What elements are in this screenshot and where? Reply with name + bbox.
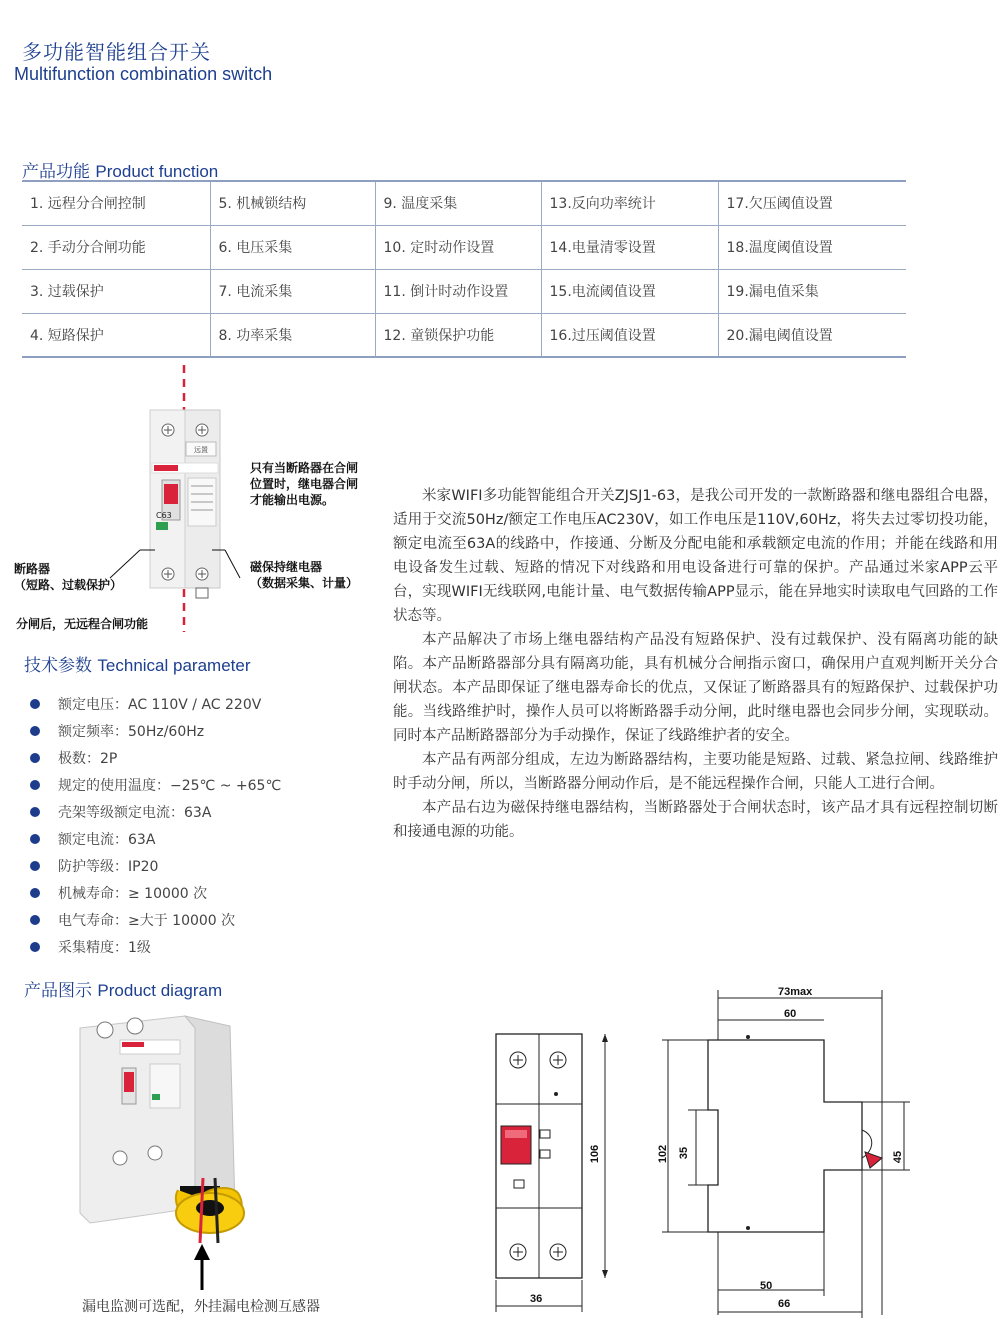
bullet-icon	[30, 834, 40, 844]
function-table-cell: 17.欠压阈值设置	[718, 181, 906, 225]
breaker-annotation-line: 断路器	[14, 562, 51, 576]
tech-heading-en: Technical parameter	[97, 656, 251, 675]
function-table-cell: 11. 倒计时动作设置	[375, 269, 541, 313]
side-top-inner-dimension: 60	[784, 1008, 797, 1020]
side-bottom-total-dimension: 66	[778, 1298, 791, 1310]
function-table-cell: 15.电流阈值设置	[541, 269, 718, 313]
parameter-text: 规定的使用温度：−25℃ ~ +65℃	[58, 777, 282, 794]
front-height-dimension: 106	[589, 1144, 602, 1164]
bullet-icon	[30, 888, 40, 898]
function-table-cell: 14.电量清零设置	[541, 225, 718, 269]
parameter-item	[24, 717, 281, 744]
right-annotation	[250, 460, 358, 508]
parameter-item	[24, 690, 281, 717]
function-table-cell: 2. 手动分合闸功能	[22, 225, 210, 269]
parameter-item	[24, 933, 281, 960]
parameter-item	[24, 852, 281, 879]
open-annotation: 分闸后，无远程合闸功能	[16, 617, 149, 631]
bullet-icon	[30, 726, 40, 736]
side-bottom-inner-dimension: 50	[760, 1280, 773, 1292]
function-table-cell: 6. 电压采集	[210, 225, 375, 269]
device-top-label: 远置	[194, 446, 208, 454]
function-table	[22, 180, 906, 358]
bullet-icon	[30, 915, 40, 925]
side-right-dimension: 45	[892, 1150, 905, 1164]
function-table-row	[22, 181, 906, 225]
parameter-item	[24, 825, 281, 852]
tech-parameter-list	[24, 690, 281, 960]
function-heading-en: Product function	[95, 162, 219, 181]
bullet-icon	[30, 780, 40, 790]
function-table-cell: 7. 电流采集	[210, 269, 375, 313]
side-height-dimension: 102	[657, 1144, 670, 1164]
function-table-cell: 12. 童锁保护功能	[375, 313, 541, 357]
description-paragraph: 本产品解决了市场上继电器结构产品没有短路保护、没有过载保护、没有隔离功能的缺陷。本产品断路器部分具有隔离功能，具有机械分合闸指示窗口，确保用户直观判断开关分合闸状态。本产品即保证了继电器寿命长的优点，又保证了断路器具有的短路保护、过载保护功能。当线路维护时，操作人员可以将断路器手动分闸，此时继电器也会同步分闸，实现联动。同时本产品断路器部分为手动操作，保证了线路维护者的安全。	[393, 632, 998, 744]
parameter-item	[24, 906, 281, 933]
function-table-row	[22, 225, 906, 269]
breaker-annotation	[14, 561, 122, 593]
function-heading	[22, 157, 218, 182]
function-table-cell: 16.过压阈值设置	[541, 313, 718, 357]
device-rating-label: C63	[156, 511, 172, 520]
function-table-cell: 18.温度阈值设置	[718, 225, 906, 269]
right-annotation-line: 只有当断路器在合闸	[250, 461, 359, 475]
page-title-en: Multifunction combination switch	[14, 64, 273, 84]
parameter-text: 采集精度：1级	[58, 939, 151, 956]
side-top-total-dimension: 73max	[778, 986, 813, 998]
function-table-cell: 1. 远程分合闸控制	[22, 181, 210, 225]
parameter-item	[24, 771, 281, 798]
parameter-text: 防护等级：IP20	[58, 858, 159, 875]
right-annotation-line: 位置时，继电器合闸	[250, 477, 359, 491]
bullet-icon	[30, 942, 40, 952]
relay-annotation	[250, 559, 358, 591]
side-rail-dimension: 35	[678, 1146, 691, 1160]
parameter-item	[24, 744, 281, 771]
function-table-cell: 20.漏电阈值设置	[718, 313, 906, 357]
function-table-cell: 3. 过载保护	[22, 269, 210, 313]
side-view-drawing	[660, 980, 910, 1320]
parameter-item	[24, 798, 281, 825]
bullet-icon	[30, 699, 40, 709]
right-annotation-line: 才能输出电源。	[250, 493, 335, 507]
function-table-cell: 13.反向功率统计	[541, 181, 718, 225]
function-heading-cn: 产品功能	[22, 162, 90, 182]
description-paragraph: 本产品有两部分组成，左边为断路器结构，主要功能是短路、过载、紧急拉闸、线路维护时手动分闸，所以，当断路器分闸动作后，是不能远程操作合闸，只能人工进行合闸。	[393, 752, 998, 792]
parameter-text: 额定电压：AC 110V / AC 220V	[58, 696, 262, 713]
diagram-heading-en: Product diagram	[97, 981, 223, 1000]
diagram-heading-cn: 产品图示	[24, 981, 92, 1001]
product-3d-illustration	[60, 1008, 300, 1298]
tech-heading-cn: 技术参数	[24, 656, 92, 676]
bullet-icon	[30, 807, 40, 817]
parameter-text: 额定频率：50Hz/60Hz	[58, 723, 205, 740]
bullet-icon	[30, 753, 40, 763]
front-view-drawing	[490, 1028, 620, 1318]
diagram-caption: 漏电监测可选配，外挂漏电检测互感器	[82, 1299, 320, 1315]
parameter-text: 极数：2P	[58, 750, 118, 767]
relay-annotation-line: 磁保持继电器	[250, 560, 323, 574]
breaker-annotation-line: （短路、过载保护）	[14, 578, 123, 592]
diagram-heading	[24, 976, 222, 1001]
parameter-item	[24, 879, 281, 906]
description-paragraph: 米家WIFI多功能智能组合开关ZJSJ1-63，是我公司开发的一款断路器和继电器组合电器，适用于交流50Hz/额定工作电压AC230V，如工作电压是110V,60Hz，将失去过零切投功能，额定电流至63A的线路中，作接通、分断及分配电能和承载额定电流的作用；并能在线路和用电设备发生过载、短路的情况下对线路和用电设备进行可靠的保护。产品通过米家APP云平台，实现WIFI无线联网,电能计量、电气数据传输APP显示，能在异地实时读取电气回路的工作状态等。	[393, 488, 998, 624]
product-description	[393, 484, 998, 844]
function-table-cell: 4. 短路保护	[22, 313, 210, 357]
function-table-cell: 10. 定时动作设置	[375, 225, 541, 269]
relay-annotation-line: （数据采集、计量）	[250, 576, 359, 590]
function-table-cell: 8. 功率采集	[210, 313, 375, 357]
page-title-cn: 多功能智能组合开关	[22, 40, 211, 64]
front-width-dimension: 36	[530, 1293, 543, 1305]
parameter-text: 壳架等级额定电流：63A	[58, 804, 212, 821]
function-table-cell: 19.漏电值采集	[718, 269, 906, 313]
tech-heading	[24, 651, 250, 676]
parameter-text: 电气寿命：≥大于 10000 次	[58, 912, 236, 929]
function-table-cell: 9. 温度采集	[375, 181, 541, 225]
function-table-cell: 5. 机械锁结构	[210, 181, 375, 225]
description-paragraph: 本产品右边为磁保持继电器结构，当断路器处于合闸状态时，该产品才具有远程控制切断和接通电源的功能。	[393, 800, 998, 840]
bullet-icon	[30, 861, 40, 871]
parameter-text: 机械寿命：≥ 10000 次	[58, 885, 208, 902]
parameter-text: 额定电流：63A	[58, 831, 156, 848]
function-table-row	[22, 269, 906, 313]
function-table-row	[22, 313, 906, 357]
